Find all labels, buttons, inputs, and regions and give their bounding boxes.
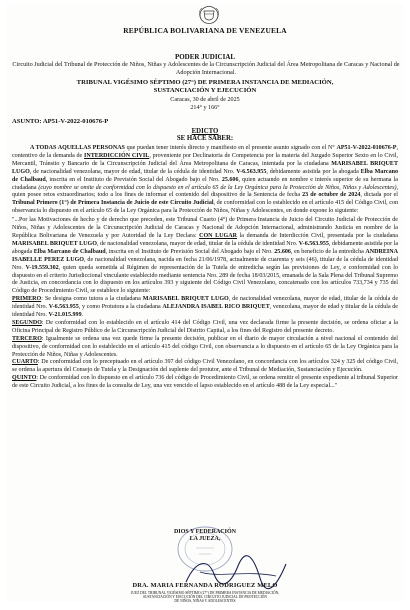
intro-text-3: , proveniente por Declinatoria de Competencia por la materia del Juzgado Superior Sexto en lo Civil, Mercantil, Tránsito y Bancario de la Circunscripción Judicial del Área Metropolitana de Caracas, intentada por la ciudadana [12,152,398,167]
edict-page [6,4,404,602]
segundo-label: SEGUNDO [12,319,42,326]
intro-case-number: AP51-V-2022-010676-P [336,145,397,151]
intro-text-4: , de nacionalidad venezolana, mayor de edad, titular de la cédula de identidad Nro. [29,168,237,175]
intro-text-9: , dictada por el [360,192,398,199]
case-number: ASUNTO: AP51-V-2022-010676-P [12,118,109,125]
tercero-text: : Igualmente se ordena una vez quede firme la presente decisión, publicar en el diario de mayor circulación a nivel nacional el contenido del dispositivo, de conformidad con lo establecido en el artículo 415 del código Civil, con observancia a lo dispuesto en el artículo 65 de la Ley Orgánica para la Protección de Niños, Niñas y Adolescentes. [12,335,398,358]
judge-role-line-3: DE NIÑOS, NIÑAS Y ADOLESCENTES [174,599,236,604]
quote-lawyer: Elba Marcano de Chalbaud [33,248,106,255]
judge-role-line-1: JUEZ DEL TRIBUNAL VIGÉSIMO SÉPTIMO (27°) DE PRIMERA INSTANCIA DE MEDIACIÓN, [130,591,280,595]
intro-name-1: MARISABEL BRIQUET LUGO [12,160,398,175]
quinto-label: QUINTO [12,375,37,382]
intro-text-10: , de conformidad con lo establecido en el artículo 415 del Código Civil, con observancia lo dispuesto en el artículo 65 de la Ley Orgánica para la Protección de Niños, Niñas y Adolescentes, en donde expone lo siguiente: [12,200,398,215]
republic-heading: REPÚBLICA BOLIVARIANA DE VENEZUELA [123,26,287,35]
segundo-text: : De conformidad con lo establecido en el artículo 414 del Código Civil, una vez declarada firme la presente decisión, se ordena oficiar a la Oficina Principal de Registro Público de la Circunscripción Judicial del Distrito Capital, a los fines del Registro del presente decreto. [12,319,398,334]
primero-text-5: . [81,312,84,319]
place-date-line: Caracas, 30 de abril de 2025 [170,97,240,103]
intro-id-1: V-6.563.955 [236,168,267,175]
intro-omitted-name: (cuyo nombre se omite de conformidad con lo dispuesto en el artículo 65 de la Ley Orgánica para la Protección de Niños, Niñas y Adolescentes) [38,184,397,191]
years-line: 214° y 166° [190,104,220,111]
primero-id-1: V-6.563.955 [48,304,79,311]
coat-of-arms-seal [196,5,222,25]
judge-name: DRA. MARIA FERNANDA RODRIGUEZ MELO [132,582,278,589]
primero-text-1: : Se designa como tutora a la ciudadana [41,296,143,303]
primero-label: PRIMERO [12,296,42,303]
place-and-date [6,97,404,112]
tribunal-heading [6,79,404,95]
cuarto-paragraph [12,359,398,375]
intro-text-7: , quien actuando en nombre e interés superior de su hermana la ciudadana [12,176,398,191]
quote-text-3: , de nacionalidad venezolana, mayor de edad, titular de la cédula de identidad Nro. [96,240,299,247]
judge-signature [126,552,336,596]
quote-id-2: V-19.559.302 [25,264,59,271]
primero-text-3: , y como Protutora a la ciudadana [78,304,163,311]
quinto-text: : De conformidad con lo dispuesto en el artículo 736 del código de Procedimiento Civil, se ordena remitir el presente expediente al tribunal Superior de este Circuito Judicial, a los fines de la consulta de Ley, una vez vencido el lapso establecido en el artículo 488 de la Ley especial..." [12,375,398,390]
quote-name-2: ANDREINA ISABELLE PEREZ LUGO [12,248,398,263]
primero-name-3: ALEJANDRA ISABEL RICO BRIQUET [162,304,270,311]
closing-line-1: DIOS Y FEDERACIÓN [174,529,236,535]
primero-text-4: , venezolana, mayor de edad y titular de la cédula de identidad Nro. [12,304,398,319]
edict-title-text: EDICTO [191,128,219,135]
intro-paragraph [12,145,398,216]
segundo-paragraph [12,320,398,336]
intro-text-8: , quien posee retos extraordinarios; todo a los fines de informar el contenido del dispositivo de la Sentencia de fecha [12,184,398,199]
intro-text-1: que puedan tener interés directo y manifiesto en el presente asunto signado con el N° [124,145,337,151]
closing-line-2: LA JUEZA, [189,536,221,543]
tercero-paragraph [12,336,398,360]
quote-name-1: MARISABEL BRIQUET LUGO [12,240,97,247]
quoted-ruling [12,217,398,296]
quote-text-6: , en beneficio de la entredicha [290,248,366,255]
primero-name-1: MARISABEL BRIQUET LUGO [142,296,229,303]
tercero-label: TERCERO [12,335,42,342]
quinto-paragraph [12,375,398,391]
primero-id-3: V-21.015.999 [48,312,82,319]
quote-id-1: V-6.563.955 [298,240,329,247]
edict-body [12,145,398,391]
quote-text-1: "...Por las Motivaciones de hecho y de derecho que preceden, este Tribunal Cuarto (4°) de Primera Instancia de Juicio del Circuito Judicial de Protección de Niños, Niñas y Adolescentes de la Circunscripción Judicial de Caracas y Nacional de Adopción Internacional, administrando Justicia en nombre de la República Bolivariana de Venezuela y por Autoridad de la Ley Declara: [12,217,398,239]
intro-text-2: , contentivo de la demanda de [12,145,398,159]
cuarto-label: CUARTO [12,359,38,366]
intro-text-5: , debidamente asistida por la abogada [266,168,361,175]
intro-ipsa: 25.606 [221,176,239,183]
intro-text-6: , inscrita en el Instituto de Previsión Social del Abogado bajo el Nro. [45,176,222,183]
quote-text-2: la demanda de Interdicción Civil, presentada por la ciudadana [236,232,398,239]
quote-text-5: , inscrita en el Instituto de Previsión Social del Abogado bajo el Nro. [105,248,275,255]
intro-demand-type: INTERDICCIÓN CIVIL [84,152,150,159]
quote-text-4: , debidamente asistida por la abogada [12,240,398,255]
primero-text-2: , de nacionalidad venezolana, mayor de edad, titular de la cédula de identidad Nro. [12,296,399,311]
quote-ipsa: 25.606 [274,248,291,255]
cuarto-text: : De conformidad con lo preceptuado en el artículo 397 del código Civil Venezolano, en concordancia con los artículos 324 y 325 del código Civil, se ordena la apertura del Consejo de Tutela y la Designación del suplente del protutor, ante el Tribunal de Mediación, Sustanciación y Ejecución. [12,359,398,374]
judicial-circuit-text: Circuito Judicial del Tribunal de Protección de Niños, Niñas y Adolescentes de la Circunscripción Judicial del Área Metropolitana de Caracas y Nacional de Adopción Internacional. [12,61,400,76]
quote-con-lugar: CON LUGAR [199,232,237,239]
judge-role-line-2: SUSTANCIACIÓN Y EJECUCIÓN DEL CIRCUITO JUDICIAL DE PROTECCIÓN [143,595,267,600]
intro-lead: A TODAS AQUELLAS PERSONAS [30,145,125,151]
closing-formula [6,529,404,544]
se-hace-saber-heading: SE HACE SABER: [176,135,234,142]
quote-text-8: , quien queda sometida al Régimen de representación de la Tutela de entredicha según las previsiones de Ley, e conformidad con lo dispuesto en el criterio Jurisdiccional vinculante establecido mediante sentencia Nro. 289 de fecha 18/03/2015, emanada de la Sala Plena del Tribunal Supremo de Justicia, en concordancia con lo dispuesto en los artículos 393 y siguiente del Código Civil Venezolano, concatenado con los artículos 733,734 y 735 del Código de Procedimiento Civil, se establece lo siguiente: [12,264,398,295]
intro-court: Tribunal Primero (1°) de Primera Instancia de Juicio de este Circuito Judicial [12,200,214,207]
tribunal-heading-line-1: TRIBUNAL VIGÉSIMO SÉPTIMO (27°) DE PRIMERA INSTANCIA DE MEDIACIÓN, [76,79,334,86]
intro-lawyer: Elba Marcano de Chalbaud [12,168,399,183]
primero-paragraph [12,296,398,320]
judge-role [6,591,404,604]
intro-sentence-date: 23 de octubre de 2024 [302,192,361,199]
judicial-branch-heading: PODER JUDICIAL [174,53,236,61]
tribunal-heading-line-2: SUSTANCIACIÓN Y EJECUCIÓN [153,87,257,94]
quote-text-7: , de nacionalidad venezolana, nacida en fecha 21/06/1978, actualmente de cuarenta y seis (46), titular de la cédula de identidad Nro. [12,256,399,271]
edict-title [6,128,404,135]
